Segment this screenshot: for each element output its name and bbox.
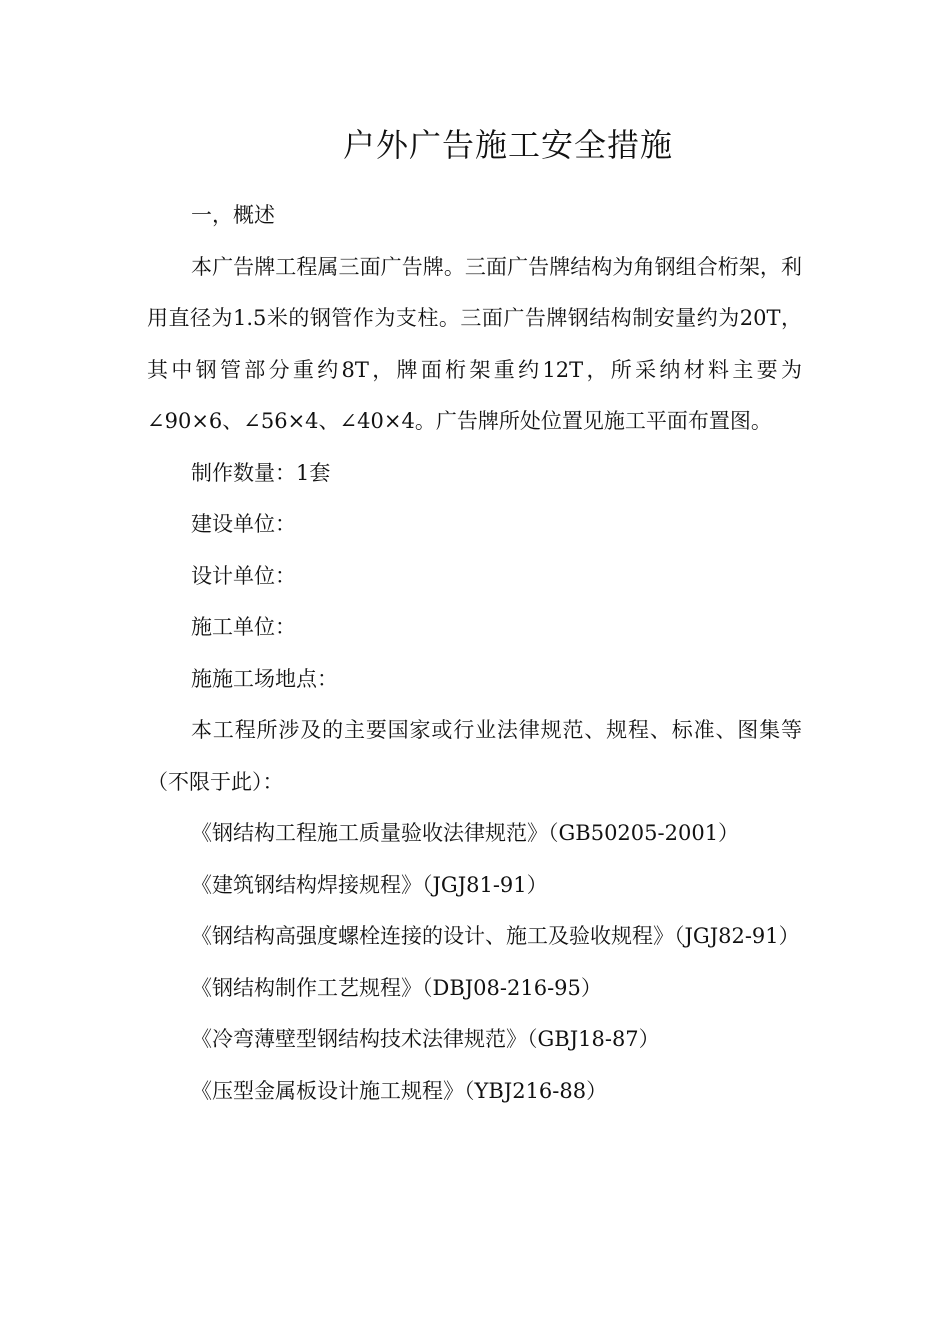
field-construction-unit: 建设单位： <box>191 512 296 536</box>
document-title: 户外广告施工安全措施 <box>342 126 673 164</box>
standard-item: 《钢结构高强度螺栓连接的设计、施工及验收规程》（JGJ82-91） <box>191 924 800 948</box>
field-site-location: 施施工场地点： <box>191 666 338 691</box>
field-contractor-unit: 施工单位： <box>191 615 296 639</box>
standard-item: 《建筑钢结构焊接规程》（JGJ81-91） <box>191 872 548 897</box>
intro-paragraph: 本广告牌工程属三面广告牌。三面广告牌结构为角钢组合桁架，利用直径为1.5米的钢管作为支柱。三面广告牌钢结构制安量约为20T，其中钢管部分重约8T，牌面桁架重约12T，所采纳材料主要为∠90×6、∠56×4、∠40×4。广告牌所处位置见施工平面布置图。 <box>147 254 802 433</box>
field-quantity: 制作数量：1套 <box>191 460 331 485</box>
field-design-unit: 设计单位： <box>191 563 296 588</box>
standards-intro: 本工程所涉及的主要国家或行业法律规范、规程、标准、图集等（不限于此）： <box>147 718 802 794</box>
standard-item: 《钢结构制作工艺规程》（DBJ08-216-95） <box>191 975 602 1000</box>
section-heading: 一，概述 <box>191 203 275 227</box>
standard-item: 《钢结构工程施工质量验收法律规范》（GB50205-2001） <box>191 821 740 845</box>
document-body <box>147 190 802 1117</box>
standard-item: 《冷弯薄壁型钢结构技术法律规范》（GBJ18-87） <box>191 1027 660 1051</box>
standard-item: 《压型金属板设计施工规程》（YBJ216-88） <box>191 1078 608 1103</box>
